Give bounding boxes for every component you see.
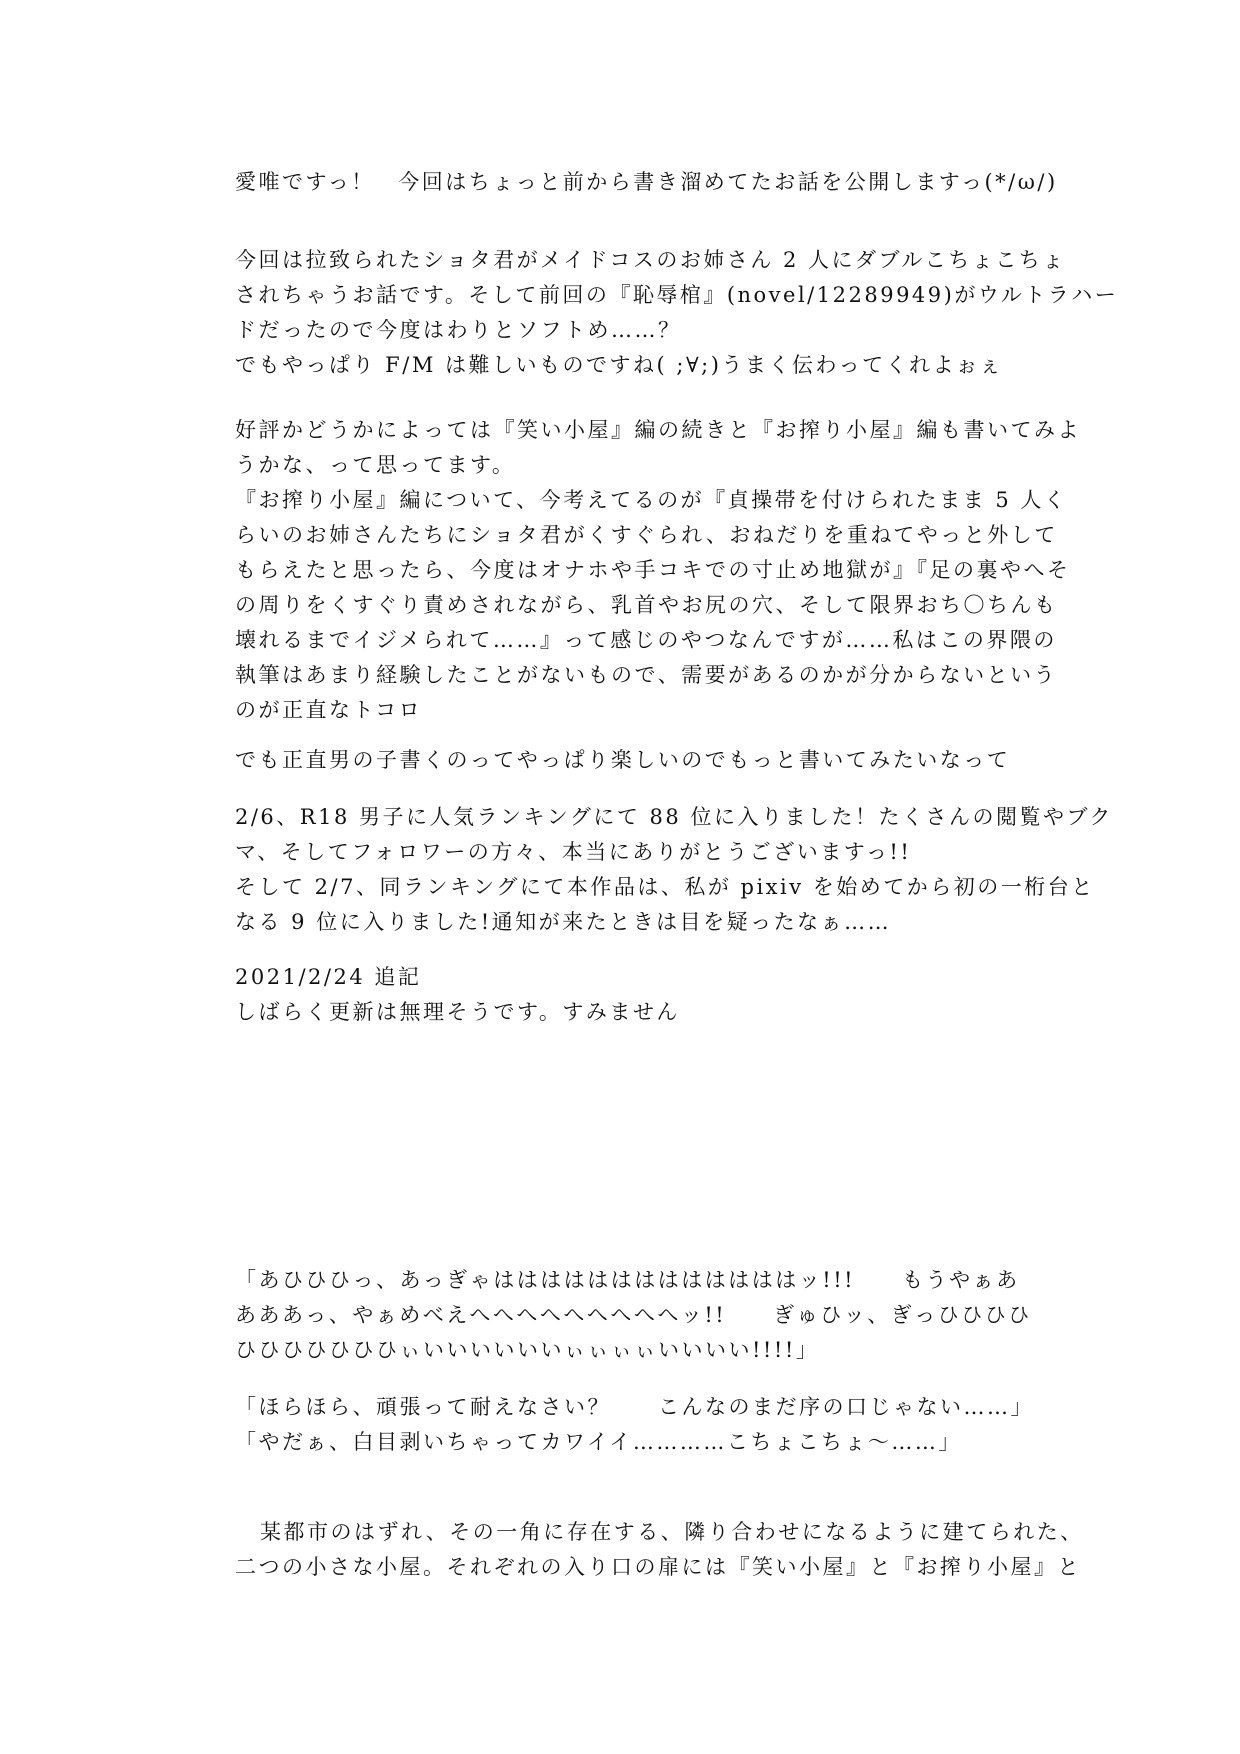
greeting-line: 愛唯ですっ！ 今回はちょっと前から書き溜めてたお話を公開しますっ(*/ω/) [235, 170, 1058, 194]
intro-line: 今回は拉致られたショタ君がメイドコスのお姉さん 2 人にダブルこちょこちょ [235, 248, 1066, 272]
honest-line: でも正直男の子書くのってやっぱり楽しいのでもっと書いてみたいなって [235, 748, 1011, 772]
plans-line: 『お搾り小屋』編について、今考えてるのが『貞操帯を付けられたまま 5 人く [235, 488, 1068, 512]
plans-line: 執筆はあまり経験したことがないもので、需要があるのかが分からないという [235, 663, 1058, 687]
plans-line: らいのお姉さんたちにショタ君がくすぐられ、おねだりを重ねてやっと外して [235, 523, 1058, 547]
intro-line: ドだったので今度はわりとソフトめ……？ [235, 318, 682, 342]
narration-line: 某都市のはずれ、その一角に存在する、隣り合わせになるように建てられた、 [260, 1520, 1084, 1544]
ranking-line: なる 9 位に入りました!通知が来たときは目を疑ったなぁ…… [235, 910, 892, 934]
plans-line: 好評かどうかによっては『笑い小屋』編の続きと『お搾り小屋』編も書いてみよ [235, 418, 1081, 442]
plans-line: もらえたと思ったら、今度はオナホや手コキでの寸止め地獄が』『足の裏やへそ [235, 558, 1071, 582]
plans-line: のが正直なトコロ [235, 698, 423, 722]
plans-line: 壊れるまでイジメられて……』って感じのやつなんですが……私はこの界隈の [235, 628, 1057, 652]
intro-line: されちゃうお話です。そして前回の『恥辱棺』(novel/12289949)がウルトラハー [235, 283, 1119, 307]
scream-line: あああっ、やぁめべえへへへへへへへへへッ!! ぎゅひッ、ぎっひひひひ [235, 1303, 1032, 1327]
dialogue-line: 「ほらほら、頑張って耐えなさい？ こんなのまだ序の口じゃない……」 [235, 1395, 1034, 1419]
postscript-text: しばらく更新は無理そうです。すみません [235, 1000, 680, 1024]
ranking-line: マ、そしてフォロワーの方々、本当にありがとうございますっ!! [235, 840, 912, 864]
plans-line: うかな、って思ってます。 [235, 453, 516, 477]
intro-line: でもやっぱり F/M は難しいものですね( ;∀;)うまく伝わってくれよぉぇ [235, 353, 1004, 377]
ranking-line: 2/6、R18 男子に人気ランキングにて 88 位に入りました！たくさんの閲覧やブク [235, 805, 1113, 829]
narration-line: 二つの小さな小屋。それぞれの入り口の扉には『笑い小屋』と『お搾り小屋』と [235, 1555, 1081, 1579]
dialogue-line: 「やだぁ、白目剥いちゃってカワイイ…………こちょこちょ～……」 [235, 1430, 962, 1454]
postscript-date: 2021/2/24 追記 [235, 965, 422, 989]
scream-line: 「あひひひっ、あっぎゃはははははははははははははッ!!! もうやぁあ [235, 1268, 1020, 1292]
ranking-line: そして 2/7、同ランキングにて本作品は、私が pixiv を始めてから初の一桁台と [235, 875, 1095, 899]
plans-line: の周りをくすぐり責めされながら、乳首やお尻の穴、そして限界おち〇ちんも [235, 593, 1058, 617]
scream-line: ひひひひひひひぃいいいいいいぃぃぃぃいいいい!!!!」 [235, 1338, 820, 1362]
